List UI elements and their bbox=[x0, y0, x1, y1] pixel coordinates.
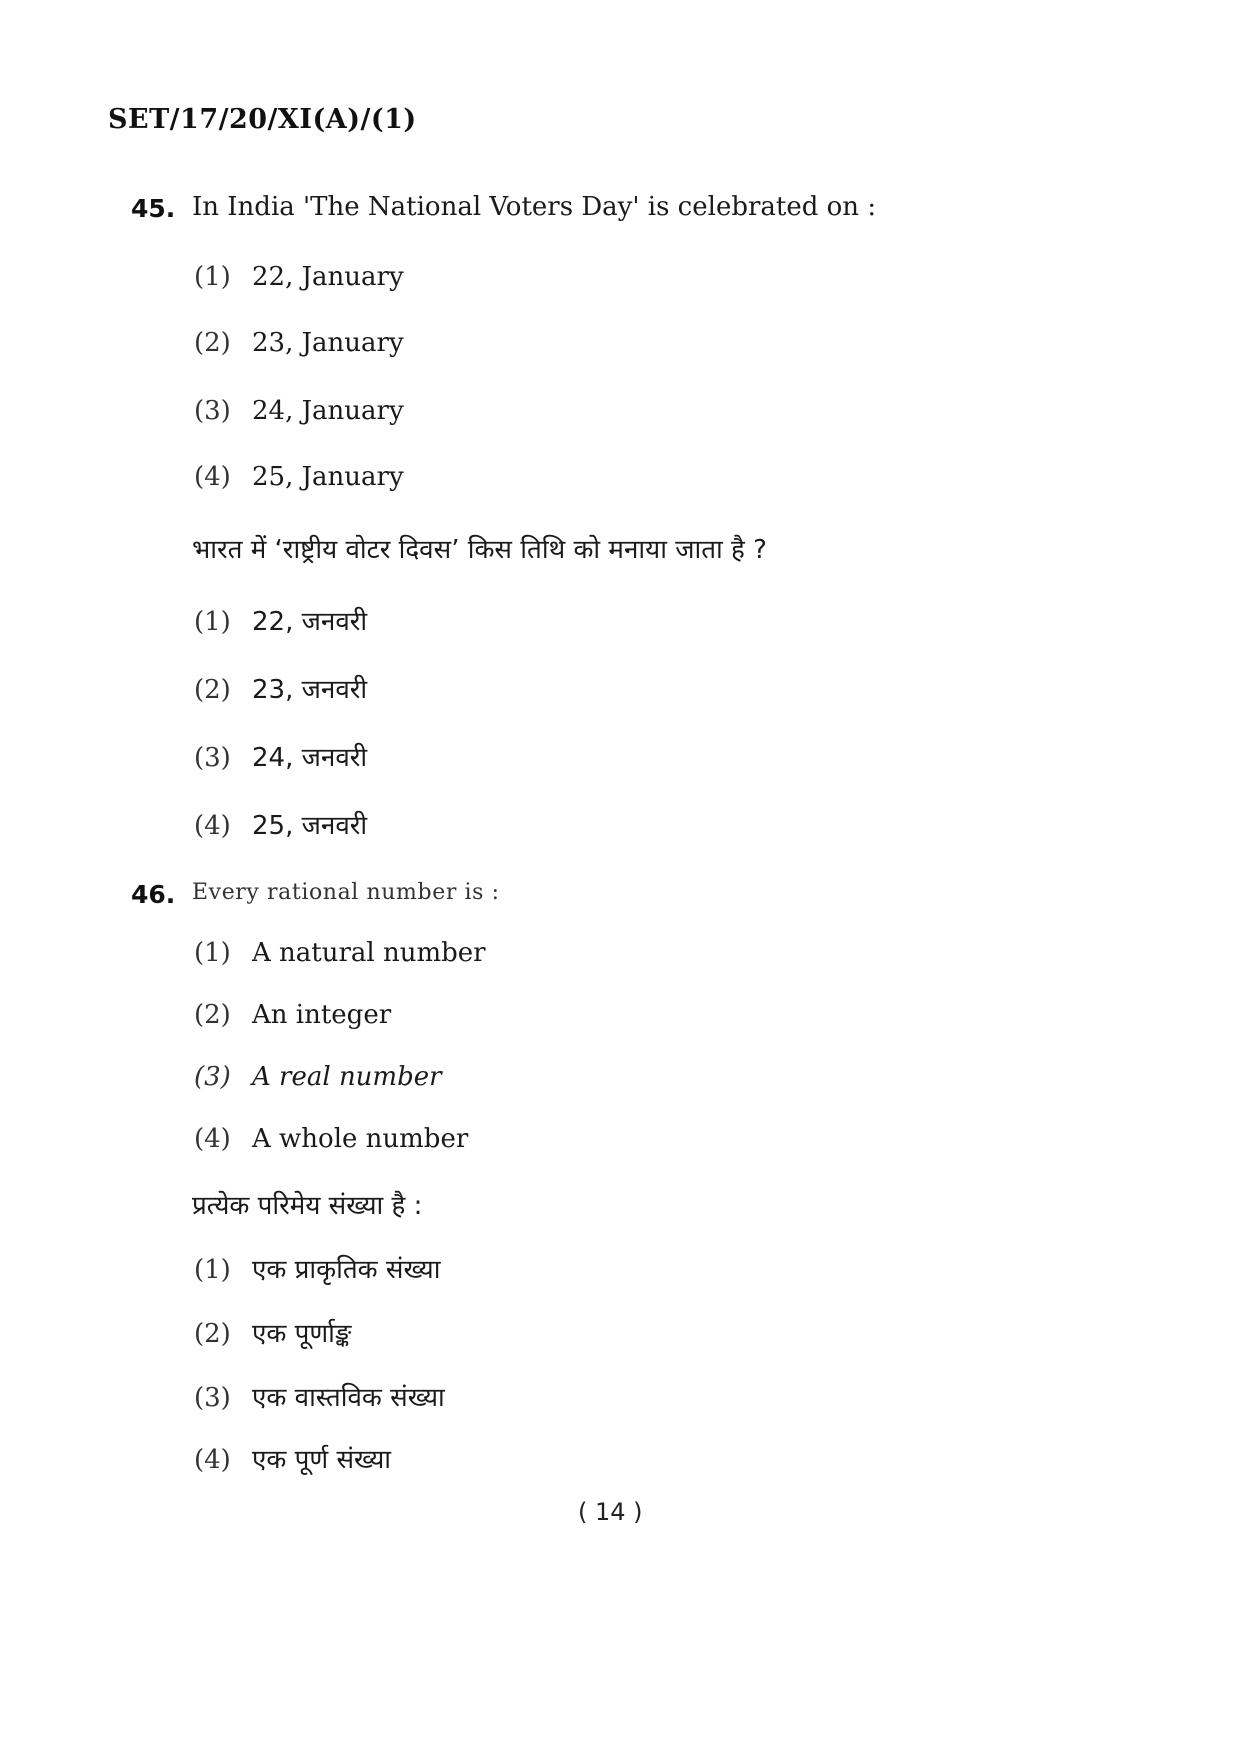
option-number: (3) bbox=[194, 1062, 231, 1092]
option-number: (2) bbox=[194, 328, 231, 358]
question-45-text: In India 'The National Voters Day' is celebrated on : bbox=[192, 192, 877, 222]
q45-hindi-option-4 bbox=[194, 806, 367, 842]
question-45-hindi-text: भारत में ‘राष्ट्रीय वोटर दिवस’ किस तिथि को मनाया जाता है ? bbox=[192, 535, 767, 565]
q46-hindi-option-3 bbox=[194, 1378, 445, 1414]
option-text: एक वास्तविक संख्या bbox=[252, 1383, 445, 1413]
q45-option-1 bbox=[194, 262, 404, 292]
q45-option-4 bbox=[194, 462, 404, 492]
option-number: (2) bbox=[194, 1000, 231, 1030]
option-text: An integer bbox=[252, 1000, 392, 1030]
q45-option-2 bbox=[194, 328, 404, 358]
option-number: (4) bbox=[194, 1445, 231, 1475]
option-number: (2) bbox=[194, 1319, 231, 1349]
question-46-hindi-text: प्रत्येक परिमेय संख्या है : bbox=[192, 1191, 423, 1221]
option-number: (3) bbox=[194, 396, 231, 426]
option-text: 25, January bbox=[252, 462, 404, 492]
q46-option-2 bbox=[194, 1000, 391, 1030]
q46-option-3 bbox=[194, 1062, 442, 1092]
option-text: 25, जनवरी bbox=[252, 811, 368, 841]
option-number: (1) bbox=[194, 938, 231, 968]
option-number: (1) bbox=[194, 607, 231, 637]
q46-option-4 bbox=[194, 1124, 468, 1154]
q45-hindi-option-2 bbox=[194, 670, 367, 706]
q46-hindi-option-4 bbox=[194, 1440, 391, 1476]
option-text: 23, जनवरी bbox=[252, 675, 368, 705]
q46-option-1 bbox=[194, 938, 486, 968]
question-46-number: 46. bbox=[131, 880, 176, 909]
option-number: (3) bbox=[194, 743, 231, 773]
option-text: एक पूर्ण संख्या bbox=[252, 1445, 392, 1475]
option-number: (3) bbox=[194, 1383, 231, 1413]
option-number: (4) bbox=[194, 1124, 231, 1154]
option-text: A natural number bbox=[252, 938, 486, 968]
q45-hindi-option-1 bbox=[194, 602, 367, 638]
question-45-number: 45. bbox=[131, 194, 176, 223]
option-text: 24, January bbox=[252, 396, 404, 426]
option-number: (1) bbox=[194, 262, 231, 292]
question-46-text: Every rational number is : bbox=[192, 880, 500, 905]
paper-code-header: SET/17/20/XI(A)/(1) bbox=[108, 104, 417, 135]
option-text: A real number bbox=[252, 1062, 442, 1092]
q45-hindi-option-3 bbox=[194, 738, 367, 774]
page-number: ( 14 ) bbox=[578, 1498, 643, 1526]
q46-hindi-option-2 bbox=[194, 1314, 351, 1350]
option-text: A whole number bbox=[252, 1124, 469, 1154]
q45-option-3 bbox=[194, 396, 404, 426]
option-text: 23, January bbox=[252, 328, 404, 358]
option-text: एक पूर्णाङ्क bbox=[252, 1319, 352, 1349]
option-text: 22, January bbox=[252, 262, 404, 292]
q46-hindi-option-1 bbox=[194, 1250, 441, 1286]
option-text: 24, जनवरी bbox=[252, 743, 368, 773]
option-number: (4) bbox=[194, 462, 231, 492]
option-text: एक प्राकृतिक संख्या bbox=[252, 1255, 441, 1285]
option-text: 22, जनवरी bbox=[252, 607, 368, 637]
option-number: (1) bbox=[194, 1255, 231, 1285]
option-number: (2) bbox=[194, 675, 231, 705]
option-number: (4) bbox=[194, 811, 231, 841]
